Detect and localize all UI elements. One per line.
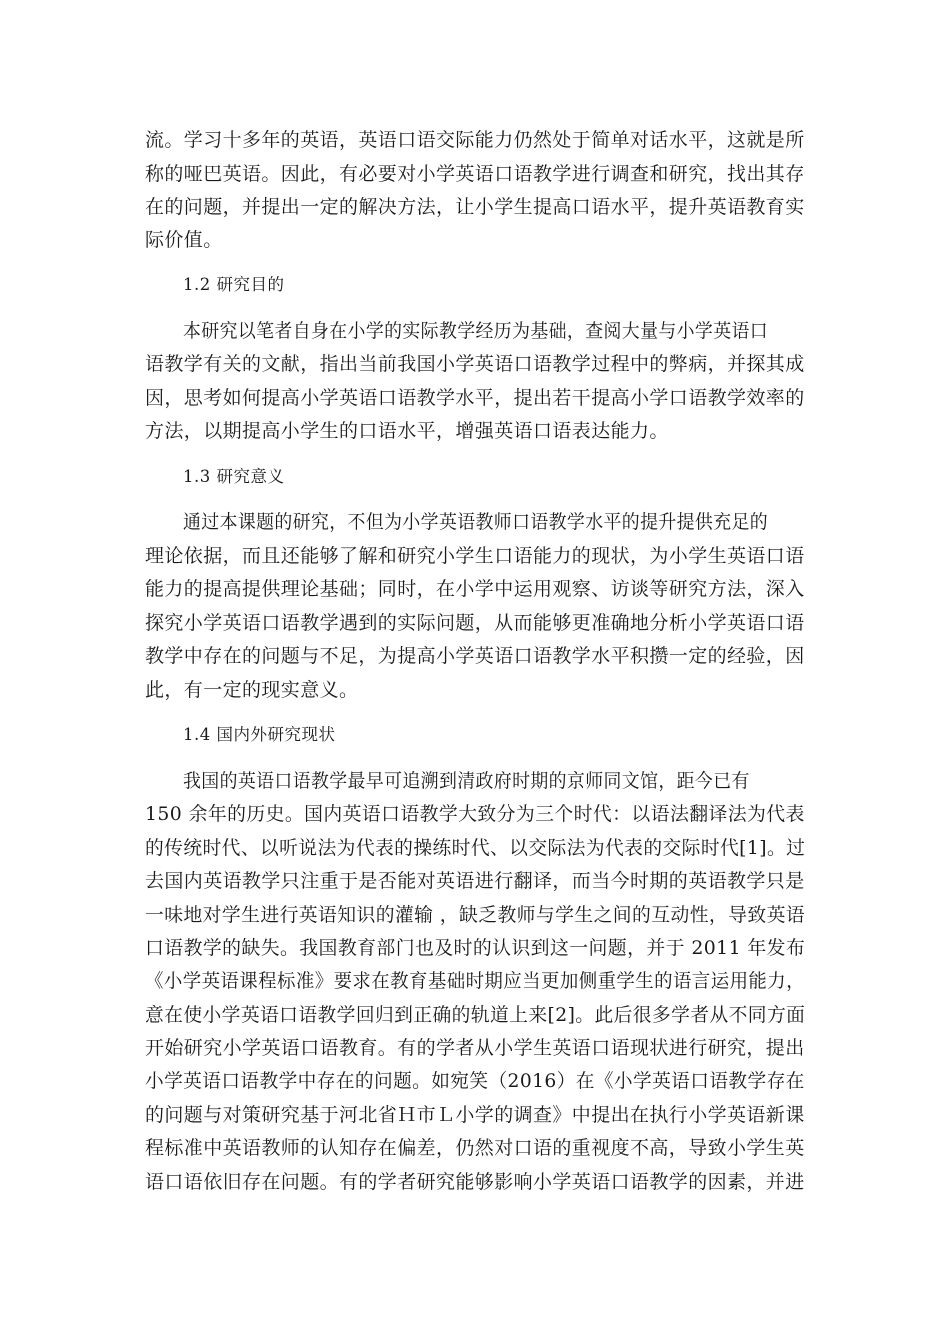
paragraph-line: 小学英语口语教学中存在的问题。如宛笑（2016）在《小学英语口语教学存在 [145,1070,805,1092]
paragraph-line: 语教学有关的文献，指出当前我国小学英语口语教学过程中的弊病，并探其成 [145,353,805,375]
paragraph-line: 程标准中英语教师的认知存在偏差，仍然对口语的重视度不高，导致小学生英 [145,1137,805,1159]
paragraph-line: 口语教学的缺失。我国教育部门也及时的认识到这一问题，并于 2011 年发布 [145,937,806,959]
paragraph-line: 的传统时代、以听说法为代表的操练时代、以交际法为代表的交际时代[1]。过 [145,837,806,859]
paragraph-line: 教学中存在的问题与不足，为提高小学英语口语教学水平积攒一定的经验，因 [145,645,805,667]
paragraph-line: 开始研究小学英语口语教育。有的学者从小学生英语口语现状进行研究，提出 [145,1037,805,1059]
paragraph-line: 此，有一定的现实意义。 [145,679,359,701]
section-heading-1-2: 1.2 研究目的 [183,275,285,294]
paragraph-line: 意在使小学英语口语教学回归到正确的轨道上来[2]。此后很多学者从不同方面 [145,1004,806,1026]
paragraph-line: 的问题与对策研究基于河北省Ｈ市Ｌ小学的调查》中提出在执行小学英语新课 [145,1104,805,1126]
paragraph-line: 流。学习十多年的英语，英语口语交际能力仍然处于简单对话水平，这就是所 [145,129,805,151]
paragraph-line: 探究小学英语口语教学遇到的实际问题，从而能够更准确地分析小学英语口语 [145,612,805,634]
paragraph-line: 方法，以期提高小学生的口语水平，增强英语口语表达能力。 [145,420,669,442]
paragraph-line: 因，思考如何提高小学英语口语教学水平，提出若干提高小学口语教学效率的 [145,387,805,409]
section-heading-1-3: 1.3 研究意义 [183,467,285,486]
paragraph-line: 《小学英语课程标准》要求在教育基础时期应当更加侧重学生的语言运用能力， [145,970,806,992]
paragraph-line: 理论依据，而且还能够了解和研究小学生口语能力的现状，为小学生英语口语 [145,545,805,567]
section-heading-1-4: 1.4 国内外研究现状 [183,725,336,744]
paragraph-line: 在的问题，并提出一定的解决方法，让小学生提高口语水平，提升英语教育实 [145,196,805,218]
paragraph-line: 际价值。 [145,229,223,251]
paragraph-line: 我国的英语口语教学最早可追溯到清政府时期的京师同文馆，距今已有 [183,770,750,792]
paragraph-line: 一味地对学生进行英语知识的灌输 ，缺乏教师与学生之间的互动性，导致英语 [145,904,806,926]
paragraph-line: 本研究以笔者自身在小学的实际教学经历为基础，查阅大量与小学英语口 [183,320,769,342]
paragraph-line: 语口语依旧存在问题。有的学者研究能够影响小学英语口语教学的因素，并进 [145,1171,805,1193]
paragraph-line: 通过本课题的研究，不但为小学英语教师口语教学水平的提升提供充足的 [183,511,769,533]
paragraph-line: 能力的提高提供理论基础；同时，在小学中运用观察、访谈等研究方法，深入 [145,578,805,600]
paragraph-line: 150 余年的历史。国内英语口语教学大致分为三个时代：以语法翻译法为代表 [145,803,805,825]
paragraph-line: 去国内英语教学只注重于是否能对英语进行翻译，而当今时期的英语教学只是 [145,870,805,892]
paragraph-line: 称的哑巴英语。因此，有必要对小学英语口语教学进行调查和研究，找出其存 [145,163,805,185]
